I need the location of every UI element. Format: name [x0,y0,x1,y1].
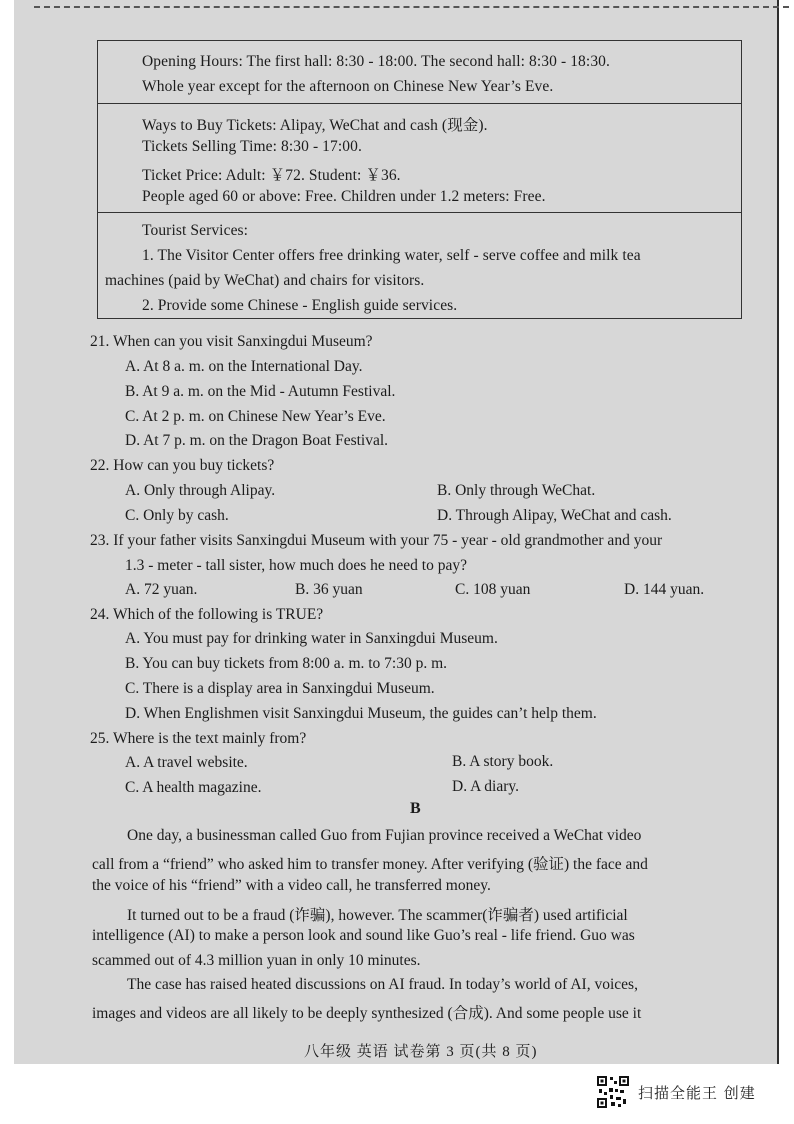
services-title: Tourist Services: [142,222,249,239]
q21-option-c: C. At 2 p. m. on Chinese New Year’s Eve. [125,408,386,425]
passage-line-1: One day, a businessman called Guo from Fujian province received a WeChat video [127,827,642,844]
passage-line-4: It turned out to be a fraud (诈骗), however. The scammer(诈骗者) used artificial [127,907,628,924]
q24-option-d: D. When Englishmen visit Sanxingdui Museum, the guides can’t help them. [125,705,597,722]
top-edge-line [34,6,789,8]
question-24: 24. Which of the following is TRUE? [90,606,324,623]
passage-line-7: The case has raised heated discussions on AI fraud. In today’s world of AI, voices, [127,976,638,993]
qr-code-icon [596,1075,630,1109]
q23-option-b: B. 36 yuan [295,581,363,598]
opening-hours-line1: Opening Hours: The first hall: 8:30 - 18:00. The second hall: 8:30 - 18:30. [142,53,610,70]
passage-line-8: images and videos are all likely to be deeply synthesized (合成). And some people use it [92,1005,642,1022]
q23-option-c: C. 108 yuan [455,581,531,598]
opening-hours-section [98,41,741,104]
q21-option-a: A. At 8 a. m. on the International Day. [125,358,363,375]
q23-option-d: D. 144 yuan. [624,581,705,598]
ticket-price: Ticket Price: Adult: ￥72. Student: ￥36. [142,167,401,184]
q22-option-c: C. Only by cash. [125,507,229,524]
q21-option-b: B. At 9 a. m. on the Mid - Autumn Festival. [125,383,396,400]
section-b-heading: B [410,800,421,817]
q24-option-a: A. You must pay for drinking water in Sanxingdui Museum. [125,630,498,647]
selling-time: Tickets Selling Time: 8:30 - 17:00. [142,138,362,155]
opening-hours-line2: Whole year except for the afternoon on Chinese New Year’s Eve. [142,78,554,95]
scanner-watermark [596,1075,756,1109]
page-footer: 八年级 英语 试卷第 3 页(共 8 页) [304,1044,538,1060]
q25-option-c: C. A health magazine. [125,779,262,796]
passage-line-3: the voice of his “friend” with a video call, he transferred money. [92,877,491,894]
service-1a: 1. The Visitor Center offers free drinking water, self - serve coffee and milk tea [142,247,641,264]
service-1b: machines (paid by WeChat) and chairs for visitors. [105,272,425,289]
question-22: 22. How can you buy tickets? [90,457,275,474]
q22-option-a: A. Only through Alipay. [125,482,276,499]
question-25: 25. Where is the text mainly from? [90,730,307,747]
ways-to-buy: Ways to Buy Tickets: Alipay, WeChat and cash (现金). [142,117,488,134]
passage-line-5: intelligence (AI) to make a person look and sound like Guo’s real - life friend. Guo was [92,927,635,944]
passage-line-2: call from a “friend” who asked him to transfer money. After verifying (验证) the face and [92,856,648,873]
tickets-section [98,103,741,213]
question-21: 21. When can you visit Sanxingdui Museum? [90,333,373,350]
q25-option-d: D. A diary. [452,778,520,795]
q22-option-d: D. Through Alipay, WeChat and cash. [437,507,672,524]
service-2: 2. Provide some Chinese - English guide services. [142,297,458,314]
services-section [98,212,741,318]
q24-option-b: B. You can buy tickets from 8:00 a. m. to 7:30 p. m. [125,655,448,672]
question-23: 23. If your father visits Sanxingdui Museum with your 75 - year - old grandmother and your [90,532,663,549]
watermark-text: 扫描全能王 创建 [638,1083,756,1102]
passage-line-6: scammed out of 4.3 million yuan in only 10 minutes. [92,952,421,969]
question-23-cont: 1.3 - meter - tall sister, how much does he need to pay? [125,557,467,574]
q23-option-a: A. 72 yuan. [125,581,198,598]
q21-option-d: D. At 7 p. m. on the Dragon Boat Festival. [125,432,389,449]
q24-option-c: C. There is a display area in Sanxingdui Museum. [125,680,435,697]
museum-info-box [97,40,742,319]
q25-option-a: A. A travel website. [125,754,248,771]
q25-option-b: B. A story book. [452,753,554,770]
q22-option-b: B. Only through WeChat. [437,482,596,499]
free-entry: People aged 60 or above: Free. Children under 1.2 meters: Free. [142,188,546,205]
